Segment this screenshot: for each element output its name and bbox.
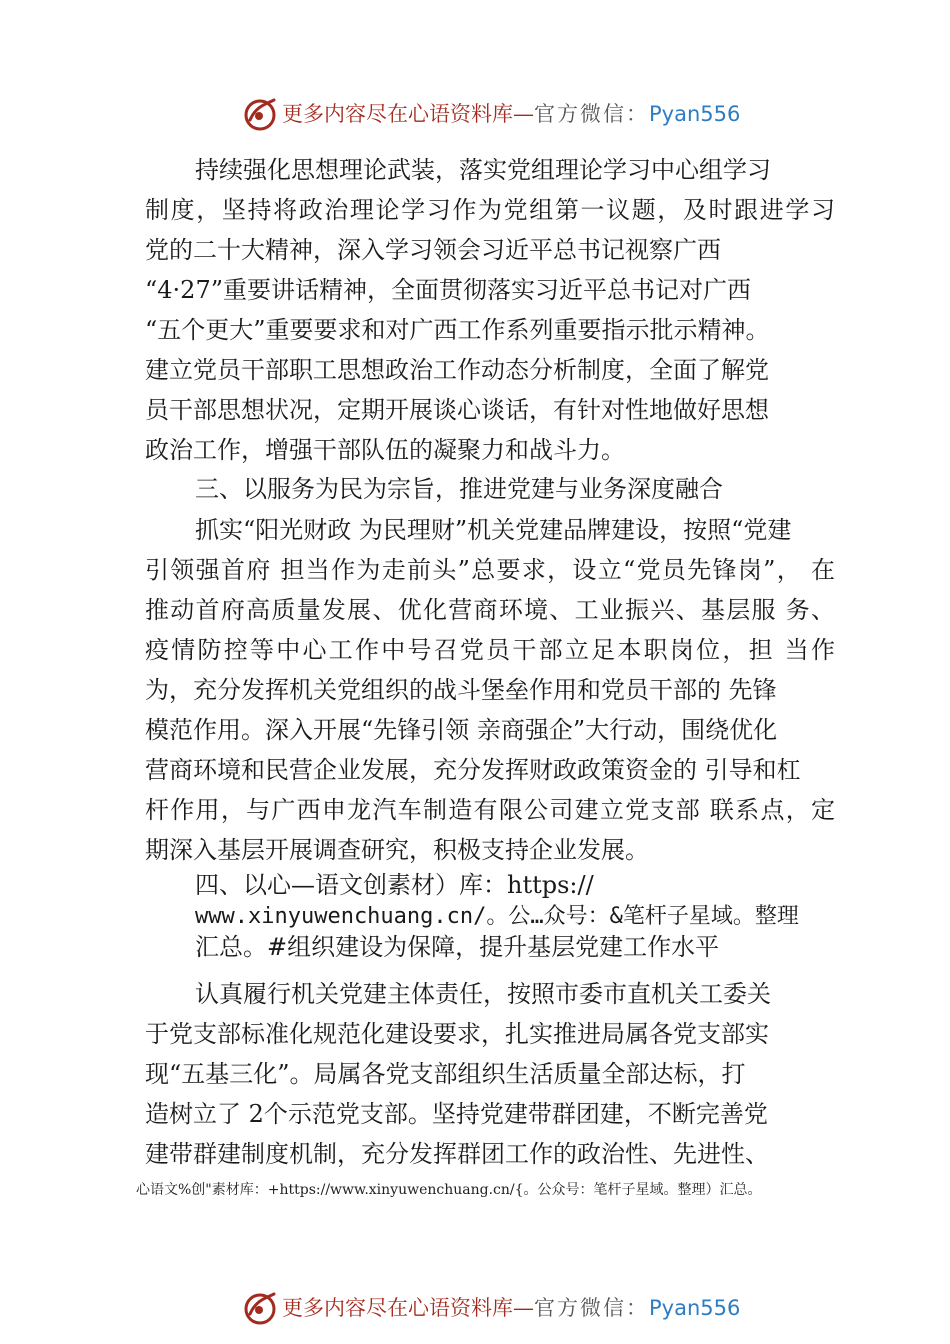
text-line: 引领强首府 担当作为走前头”总要求，设立“党员先锋岗”， 在 xyxy=(145,556,835,584)
text-line: 营商环境和民营企业发展，充分发挥财政政策资金的 引导和杠 xyxy=(145,756,801,784)
text-line: 建带群建制度机制，充分发挥群团工作的政治性、先进性、 xyxy=(145,1140,769,1168)
banner-main: 更多内容尽在心语资料库 xyxy=(282,1296,513,1320)
footer-watermark-note: 心语文%创"素材库：+https://www.xinyuwenchuang.cn/{。公众号：笔杆子星域。整理）汇总。 xyxy=(136,1182,762,1198)
text-line: www.xinyuwenchuang.cn/。公…众号：&笔杆子星域。整理 xyxy=(195,904,799,929)
banner-account: Pyan556 xyxy=(649,1296,741,1320)
text-line: 员干部思想状况，定期开展谈心谈话，有针对性地做好思想 xyxy=(145,396,769,424)
section-heading-three xyxy=(145,469,835,509)
text-line: 持续强化思想理论武装，落实党组理论学习中心组学习 xyxy=(195,156,771,184)
banner-text xyxy=(282,100,740,128)
text-line: 疫情防控等中心工作中号召党员干部立足本职岗位，担 当作 xyxy=(145,636,835,664)
text-line: 认真履行机关党建主体责任，按照市委市直机关工委关 xyxy=(195,980,771,1008)
header-banner xyxy=(0,92,950,136)
text-line: 制度，坚持将政治理论学习作为党组第一议题，及时跟进学习 xyxy=(145,196,835,224)
text-line: 建立党员干部职工思想政治工作动态分析制度，全面了解党 xyxy=(145,356,769,384)
text-line: 抓实“阳光财政 为民理财”机关党建品牌建设，按照“党建 xyxy=(195,516,792,544)
paragraph-service-integration xyxy=(145,510,835,870)
text-line: “4·27”重要讲话精神，全面贯彻落实习近平总书记对广西 xyxy=(145,276,751,304)
footer-banner xyxy=(0,1286,950,1330)
text-line: 政治工作，增强干部队伍的凝聚力和战斗力。 xyxy=(145,436,625,464)
banner-separator: — xyxy=(513,1296,534,1320)
section-heading-four xyxy=(145,870,835,963)
text-line: “五个更大”重要要求和对广西工作系列重要指示批示精神。 xyxy=(145,316,770,344)
brand-logo-icon xyxy=(242,96,278,132)
text-line: 现“五基三化”。局属各党支部组织生活质量全部达标，打 xyxy=(145,1060,746,1088)
text-line: 期深入基层开展调查研究，积极支持企业发展。 xyxy=(145,836,649,864)
text-line: 模范作用。深入开展“先锋引领 亲商强企”大行动，围绕优化 xyxy=(145,716,778,744)
text-line: 杆作用，与广西申龙汽车制造有限公司建立党支部 联系点，定 xyxy=(145,796,835,824)
text-line: 推动首府高质量发展、优化营商环境、工业振兴、基层服 务、 xyxy=(145,596,835,624)
banner-wechat-label: 官方微信： xyxy=(534,1296,649,1320)
banner-main: 更多内容尽在心语资料库 xyxy=(282,102,513,126)
banner-wechat-label: 官方微信： xyxy=(534,102,649,126)
text-line: 为，充分发挥机关党组织的战斗堡垒作用和党员干部的 先锋 xyxy=(145,676,777,704)
brand-logo-icon xyxy=(242,1290,278,1326)
text-line: 四、以心—语文创素材）库：https:// xyxy=(195,871,594,899)
text-line: 于党支部标准化规范化建设要求，扎实推进局属各党支部实 xyxy=(145,1020,769,1048)
paragraph-theory-study xyxy=(145,150,835,470)
text-line: 造树立了 2个示范党支部。坚持党建带群团建，不断完善党 xyxy=(145,1100,768,1128)
banner-account: Pyan556 xyxy=(649,102,741,126)
text-line: 汇总。#组织建设为保障，提升基层党建工作水平 xyxy=(195,933,720,961)
heading-text: 三、以服务为民为宗旨，推进党建与业务深度融合 xyxy=(195,475,723,503)
banner-text xyxy=(282,1294,740,1322)
banner-separator: — xyxy=(513,102,534,126)
text-line: 党的二十大精神，深入学习领会习近平总书记视察广西 xyxy=(145,236,721,264)
paragraph-organization-building xyxy=(145,974,835,1174)
